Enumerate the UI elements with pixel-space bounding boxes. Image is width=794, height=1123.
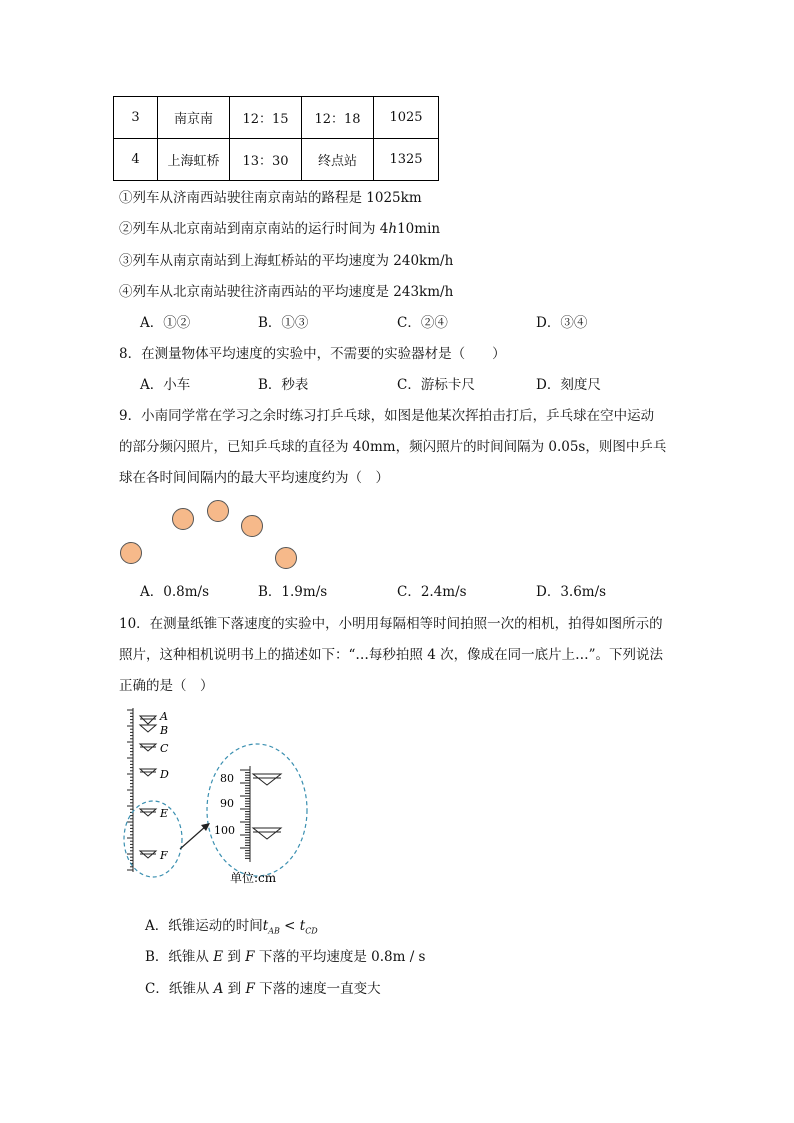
t-symbol: t	[262, 918, 269, 934]
q10-option-b-text-2: 到	[223, 949, 246, 965]
q9-option-b: B．1.9m/s	[258, 584, 328, 600]
table-cell: 13：30	[230, 139, 302, 181]
point-f: F	[245, 949, 255, 965]
statement-2-unit: h	[388, 221, 398, 237]
q9-option-c: C．2.4m/s	[397, 584, 467, 600]
t-subscript-ab: AB	[268, 926, 280, 936]
large-dashed-ellipse	[207, 744, 307, 876]
t-subscript-cd: CD	[305, 926, 318, 936]
q10-stem-line-1: 10．在测量纸锥下落速度的实验中，小明用每隔相等时间拍照一次的相机，拍得如图所示的	[119, 616, 663, 632]
t-symbol: t	[299, 918, 306, 934]
q10-option-b-text: B．纸锥从	[145, 949, 214, 965]
q9-stem-line-1: 9．小南同学常在学习之余时练习打乒乓球，如图是他某次挥拍击打后，乒乓球在空中运动	[119, 408, 655, 424]
q8-option-c: C．游标卡尺	[397, 377, 475, 393]
q10-stem-line-2: 照片，这种相机说明书上的描述如下：“…每秒拍照 4 次，像成在同一底片上…”。下列说法	[119, 647, 663, 663]
zoom-arrow	[180, 826, 206, 849]
timetable	[113, 96, 439, 181]
q9-option-a: A．0.8m/s	[140, 584, 209, 600]
label-b: B	[160, 724, 169, 737]
table-cell: 1325	[374, 139, 439, 181]
q8-option-a: A．小车	[140, 377, 191, 393]
q7-option-a: A．①②	[140, 315, 191, 331]
point-a: A	[213, 981, 224, 997]
q7-option-b: B．①③	[258, 315, 309, 331]
q10-option-c-text-3: 下落的速度一直变大	[254, 981, 381, 997]
q10-stem-line-3: 正确的是（ ）	[119, 678, 214, 694]
statement-2-text: ②列车从北京南站到南京南站的运行时间为 4	[119, 221, 389, 237]
paper-cone-figure	[118, 704, 318, 894]
table-cell: 3	[114, 97, 158, 139]
q10-option-c	[145, 980, 381, 998]
less-than: <	[279, 918, 300, 934]
statement-1: ①列车从济南西站驶往南京南站的路程是 1025km	[119, 190, 422, 206]
q10-option-a-text: A．纸锥运动的时间	[145, 918, 263, 934]
statement-4: ④列车从北京南站驶往济南西站的平均速度是 243km/h	[119, 284, 454, 300]
table-cell: 终点站	[302, 139, 374, 181]
tick-label-80: 80	[220, 772, 234, 785]
table-row	[114, 139, 439, 181]
statement-3: ③列车从南京南站到上海虹桥站的平均速度为 240km/h	[119, 253, 454, 269]
ball-5	[275, 547, 297, 569]
q10-option-c-text: C．纸锥从	[145, 981, 214, 997]
table-cell: 1025	[374, 97, 439, 139]
q10-option-a	[145, 917, 318, 941]
table-cell: 南京南	[158, 97, 230, 139]
zoom-ruler	[240, 766, 250, 862]
point-f: F	[245, 981, 255, 997]
q10-option-b-text-3: 下落的平均速度是 0.8m / s	[254, 949, 426, 965]
ball-2	[172, 508, 194, 530]
ball-3	[207, 500, 229, 522]
table-cell: 4	[114, 139, 158, 181]
q7-option-d: D．③④	[536, 315, 588, 331]
ball-4	[241, 515, 263, 537]
main-cones	[140, 716, 156, 858]
ball-1	[120, 542, 142, 564]
q7-option-c: C．②④	[397, 315, 448, 331]
q10-option-c-text-2: 到	[223, 981, 246, 997]
unit-label: 单位:cm	[230, 871, 277, 885]
tick-label-100: 100	[214, 824, 235, 837]
table-cell: 12：18	[302, 97, 374, 139]
label-a: A	[160, 710, 168, 723]
statement-2-tail: 10min	[397, 221, 441, 237]
table-cell: 上海虹桥	[158, 139, 230, 181]
q10-option-b	[145, 948, 425, 966]
label-f: F	[160, 849, 168, 862]
q9-option-d: D．3.6m/s	[536, 584, 607, 600]
q9-stem-line-2: 的部分频闪照片，已知乒乓球的直径为 40mm，频闪照片的时间间隔为 0.05s，则图中乒乓	[119, 439, 667, 455]
q9-stem-line-3: 球在各时间间隔内的最大平均速度约为（ ）	[119, 470, 389, 486]
q8-stem: 8．在测量物体平均速度的实验中，不需要的实验器材是（ ）	[119, 346, 506, 362]
point-e: E	[213, 949, 224, 965]
statement-2	[119, 220, 440, 238]
label-e: E	[160, 807, 169, 820]
label-c: C	[160, 742, 169, 755]
table-row	[114, 97, 439, 139]
q8-option-b: B．秒表	[258, 377, 309, 393]
table-cell: 12：15	[230, 97, 302, 139]
main-ruler	[127, 708, 133, 872]
tick-label-90: 90	[220, 797, 234, 810]
zoom-cones	[253, 774, 281, 839]
label-d: D	[160, 768, 169, 781]
q8-option-d: D．刻度尺	[536, 377, 601, 393]
